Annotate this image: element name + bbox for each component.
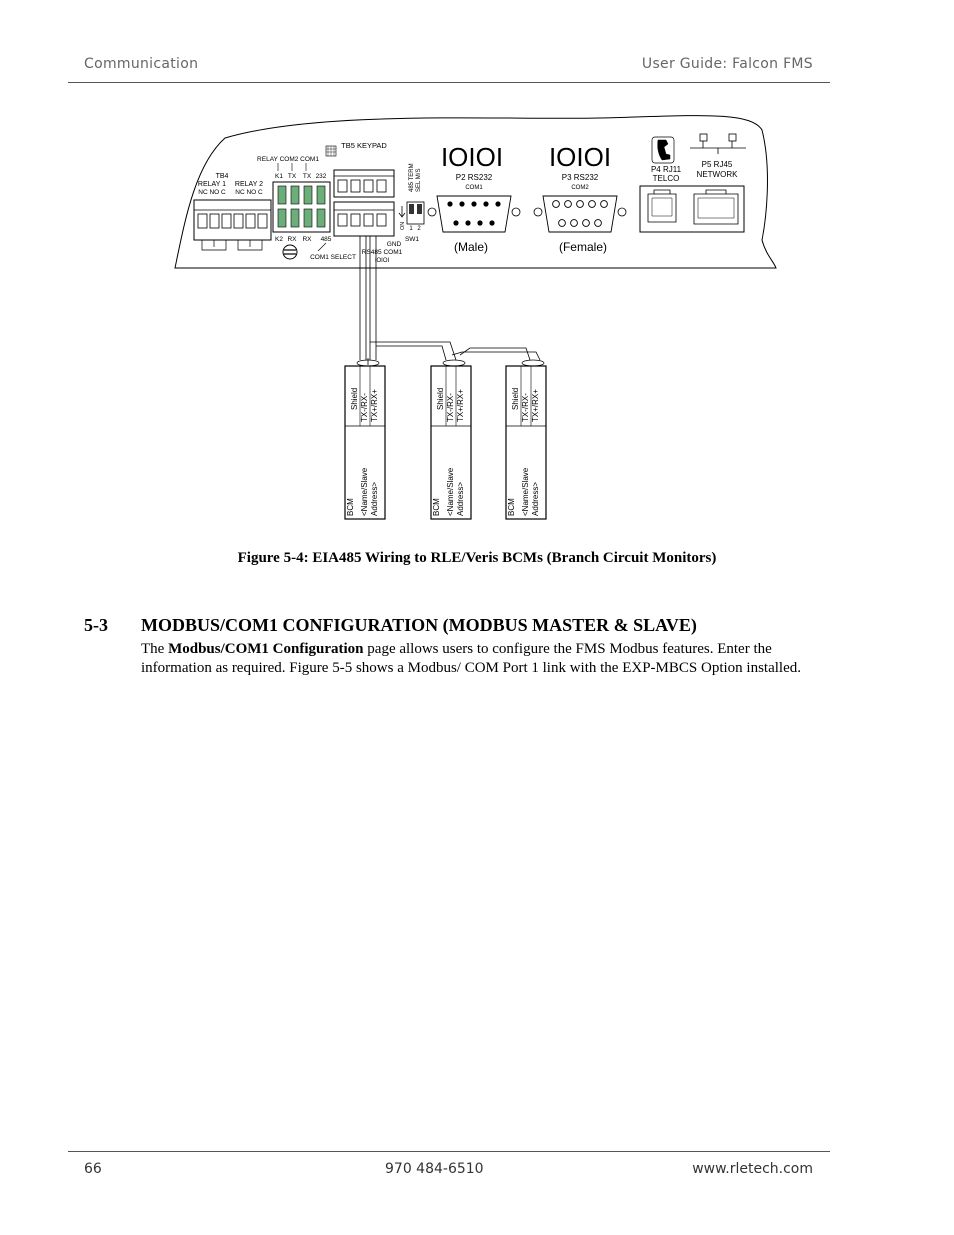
tb4-block <box>194 200 271 240</box>
gnd-label: GND <box>386 241 402 248</box>
p2-connector <box>437 196 511 232</box>
tb5-label: TB5 KEYPAD <box>341 141 387 150</box>
svg-text:TX+/RX+: TX+/RX+ <box>370 389 379 422</box>
footer-rule <box>68 1151 830 1152</box>
tb4-terminals <box>198 214 267 228</box>
p5-label: P5 RJ45 <box>701 160 733 169</box>
svg-text:<Name/Slave: <Name/Slave <box>360 467 369 516</box>
p2-com1: COM1 <box>465 185 483 191</box>
n485-label: 485 <box>320 236 332 243</box>
p3-label: P3 RS232 <box>561 173 599 182</box>
section-title: MODBUS/COM1 CONFIGURATION (MODBUS MASTER & SLAVE) <box>141 615 697 635</box>
sw1-label: SW1 <box>404 236 420 243</box>
bcm-module-2 <box>431 366 471 519</box>
k1-label: K1 <box>275 173 283 180</box>
svg-text:Address>: Address> <box>531 481 540 516</box>
tx1-label: TX <box>287 173 297 180</box>
svg-text:<Name/Slave: <Name/Slave <box>521 467 530 516</box>
network-icon <box>690 134 746 154</box>
svg-text:TX-/RX-: TX-/RX- <box>446 393 455 422</box>
svg-text:TX-/RX-: TX-/RX- <box>521 393 530 422</box>
para-bold-term: Modbus/COM1 Configuration <box>168 641 364 657</box>
p3-ioioi: IOIOI <box>548 142 612 172</box>
svg-text:BCM: BCM <box>507 498 516 516</box>
p5-network: NETWORK <box>696 170 738 179</box>
relay2-label: RELAY 2 <box>234 181 264 188</box>
relay2-contacts: NC NO C <box>235 189 263 196</box>
svg-text:TX+/RX+: TX+/RX+ <box>456 389 465 422</box>
ioioi-small-label: IOIOI <box>374 258 390 264</box>
sw-on-label: ON <box>400 221 406 230</box>
svg-text:TX-/RX-: TX-/RX- <box>360 393 369 422</box>
rx2-label: RX <box>302 236 312 243</box>
bcm-module-3 <box>506 366 546 519</box>
p3-com2: COM2 <box>571 185 589 191</box>
sw-2-label: 2 <box>417 226 421 232</box>
tb4-label: TB4 <box>215 173 229 180</box>
rj45-port <box>694 190 738 224</box>
p4-label: P4 RJ11 <box>650 165 682 174</box>
footer-phone: 970 484-6510 <box>385 1161 484 1177</box>
svg-text:Address>: Address> <box>456 481 465 516</box>
p2-ioioi: IOIOI <box>440 142 504 172</box>
relay-switch-symbols <box>202 240 262 250</box>
header-rule <box>68 82 830 83</box>
section-number: 5-3 <box>84 615 108 635</box>
header-guide-title: User Guide: Falcon FMS <box>641 56 813 72</box>
rj-housing <box>640 186 744 232</box>
jumpers <box>278 186 325 227</box>
phone-icon <box>658 140 670 160</box>
tx2-label: TX <box>302 173 312 180</box>
svg-text:Shield: Shield <box>511 387 520 410</box>
figure-caption: Figure 5-4: EIA485 Wiring to RLE/Veris BCMs (Branch Circuit Monitors) <box>237 550 717 566</box>
footer-website: www.rletech.com <box>692 1161 813 1177</box>
p2-label: P2 RS232 <box>455 173 493 182</box>
female-label: (Female) <box>558 240 608 254</box>
rx1-label: RX <box>287 236 297 243</box>
term-label: 485 TERM <box>409 163 415 192</box>
svg-text:Shield: Shield <box>350 387 359 410</box>
page-number: 66 <box>84 1161 102 1177</box>
header-section-title: Communication <box>84 56 199 72</box>
bcm-module-1 <box>345 366 385 519</box>
relay1-contacts: NC NO C <box>198 189 226 196</box>
k2-label: K2 <box>275 236 283 243</box>
rs485-com1-label: RS485 COM1 <box>361 249 403 256</box>
com1-select-screw <box>283 245 297 259</box>
svg-text:Address>: Address> <box>370 481 379 516</box>
n232-label: 232 <box>315 173 327 180</box>
sw-1-label: 1 <box>409 226 413 232</box>
svg-text:<Name/Slave: <Name/Slave <box>446 467 455 516</box>
p4-telco: TELCO <box>652 174 680 183</box>
para-rest: page allows users to configure the FMS Modbus features. Enter the information as required. Figure 5-5 shows a Modbus/ COM Port 1 link with the EXP-MBCS Option installed. <box>141 641 801 676</box>
svg-text:BCM: BCM <box>346 498 355 516</box>
relay-com-label: RELAY COM2 COM1 <box>257 156 319 163</box>
para-intro: The <box>141 641 169 657</box>
svg-text:BCM: BCM <box>432 498 441 516</box>
svg-text:TX+/RX+: TX+/RX+ <box>531 389 540 422</box>
selms-label: SEL M/S <box>416 168 422 192</box>
com1-select-label: COM1 SELECT <box>310 254 356 261</box>
male-label: (Male) <box>453 240 489 254</box>
wiring-diagram <box>170 110 780 530</box>
relay1-label: RELAY 1 <box>197 181 227 188</box>
section-paragraph <box>141 640 821 677</box>
svg-text:Shield: Shield <box>436 387 445 410</box>
